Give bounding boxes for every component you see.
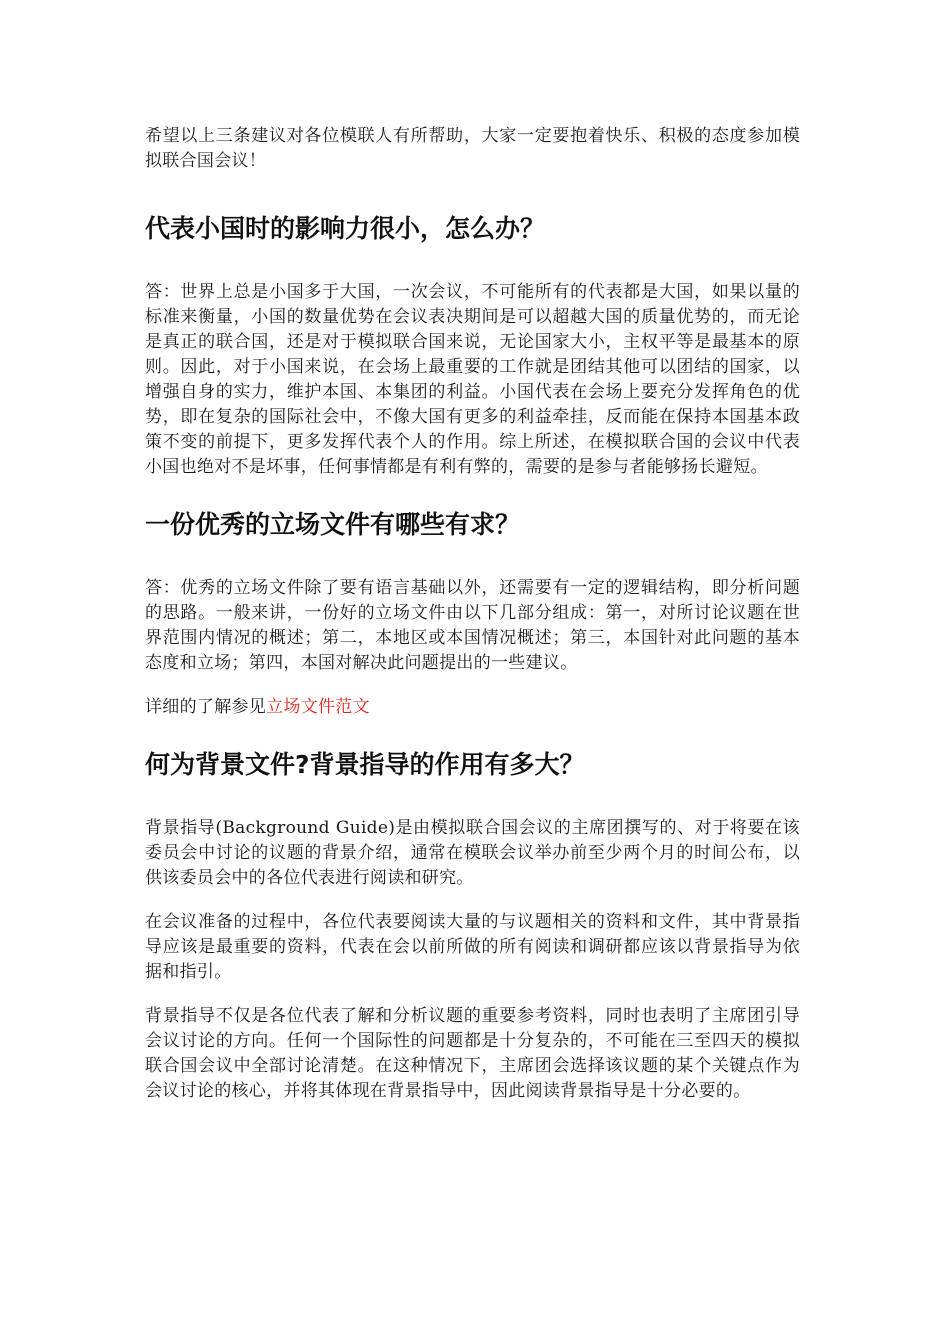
background-guide-paragraph-2: 在会议准备的过程中，各位代表要阅读大量的与议题相关的资料和文件，其中背景指导应该是最重要的资料，代表在会以前所做的所有阅读和调研都应该以背景指导为依据和指引。	[145, 912, 800, 982]
intro-paragraph: 希望以上三条建议对各位模联人有所帮助，大家一定要抱着快乐、积极的态度参加模拟联合国会议！	[145, 126, 800, 171]
document-page	[145, 124, 800, 1104]
position-paper-example-link[interactable]: 立场文件范文	[266, 697, 370, 717]
section-heading-position-paper: 一份优秀的立场文件有哪些有求？	[145, 510, 521, 539]
detail-reference-line	[145, 695, 800, 720]
answer-paragraph-position-paper: 答：优秀的立场文件除了要有语言基础以外，还需要有一定的逻辑结构，即分析问题的思路。一般来讲，一份好的立场文件由以下几部分组成：第一，对所讨论议题在世界范围内情况的概述；第二，本地区或本国情况概述；第三，本国针对此问题的基本态度和立场；第四，本国对解决此问题提出的一些建议。	[145, 578, 800, 673]
background-guide-paragraph-1: 背景指导(Background Guide)是由模拟联合国会议的主席团撰写的、对于将要在该委员会中讨论的议题的背景介绍，通常在模联会议举办前至少两个月的时间公布，以供该委员会中的各位代表进行阅读和研究。	[145, 818, 800, 888]
section-heading-background-guide: 何为背景文件?背景指导的作用有多大？	[145, 750, 585, 779]
detail-prefix-text: 详细的了解参见	[145, 697, 267, 717]
section-heading-small-country: 代表小国时的影响力很小，怎么办？	[145, 214, 546, 243]
answer-paragraph-small-country: 答：世界上总是小国多于大国，一次会议，不可能所有的代表都是大国，如果以量的标准来衡量，小国的数量优势在会议表决期间是可以超越大国的质量优势的，而无论是真正的联合国，还是对于模拟联合国来说，无论国家大小，主权平等是最基本的原则。因此，对于小国来说，在会场上最重要的工作就是团结其他可以团结的国家，以增强自身的实力，维护本国、本集团的利益。小国代表在会场上要充分发挥角色的优势，即在复杂的国际社会中，不像大国有更多的利益牵挂，反而能在保持本国基本政策不变的前提下，更多发挥代表个人的作用。综上所述，在模拟联合国的会议中代表小国也绝对不是坏事，任何事情都是有利有弊的，需要的是参与者能够扬长避短。	[145, 282, 800, 477]
background-guide-paragraph-3: 背景指导不仅是各位代表了解和分析议题的重要参考资料，同时也表明了主席团引导会议讨论的方向。任何一个国际性的问题都是十分复杂的，不可能在三至四天的模拟联合国会议中全部讨论清楚。在这种情况下，主席团会选择该议题的某个关键点作为会议讨论的核心，并将其体现在背景指导中，因此阅读背景指导是十分必要的。	[145, 1006, 800, 1101]
